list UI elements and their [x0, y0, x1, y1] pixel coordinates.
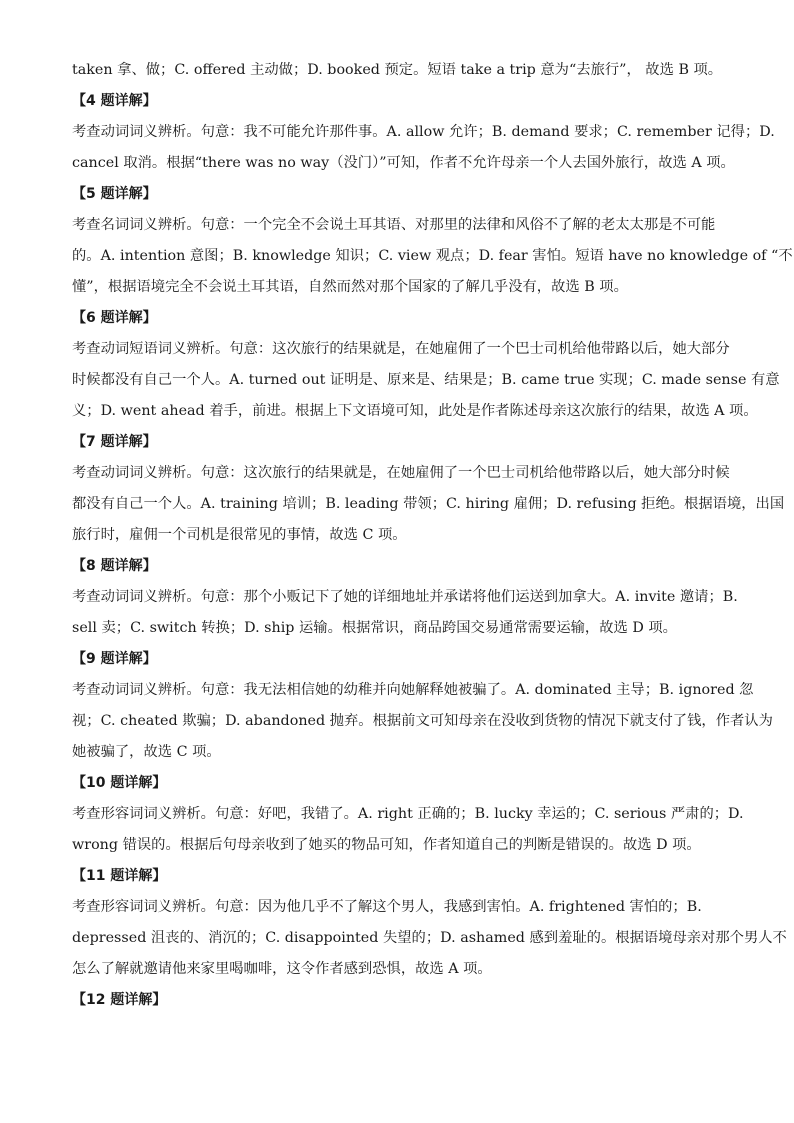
body-line: taken 拿、做；C. offered 主动做；D. booked 预定。短语 take a trip 意为“去旅行”， 故选 B 项。 — [72, 62, 723, 78]
body-line: 考查动词词义辨析。句意：我不可能允许那件事。A. allow 允许；B. demand 要求；C. remember 记得；D. — [72, 124, 775, 140]
body-line: 旅行时，雇佣一个司机是很常见的事情，故选 C 项。 — [72, 527, 407, 543]
body-line: 考查形容词词义辨析。句意：因为他几乎不了解这个男人，我感到害怕。A. frightened 害怕的；B. — [72, 899, 702, 915]
body-line: cancel 取消。根据“there was no way（没门）”可知，作者不允许母亲一个人去国外旅行，故选 A 项。 — [72, 155, 735, 171]
section-heading: 【5 题详解】 — [72, 186, 157, 202]
section-heading: 【10 题详解】 — [72, 775, 167, 791]
body-line: 考查形容词词义辨析。句意：好吧，我错了。A. right 正确的；B. lucky 幸运的；C. serious 严肃的；D. — [72, 806, 744, 822]
section-heading: 【11 题详解】 — [72, 868, 167, 884]
body-line: sell 卖；C. switch 转换；D. ship 运输。根据常识，商品跨国交易通常需要运输，故选 D 项。 — [72, 620, 677, 636]
body-line: 考查动词词义辨析。句意：那个小贩记下了她的详细地址并承诺将他们运送到加拿大。A. invite 邀请；B. — [72, 589, 738, 605]
body-line: 义；D. went ahead 着手，前进。根据上下文语境可知，此处是作者陈述母亲这次旅行的结果，故选 A 项。 — [72, 403, 758, 419]
body-line: 考查动词短语词义辨析。句意：这次旅行的结果就是，在她雇佣了一个巴士司机给他带路以后，她大部分 — [72, 341, 730, 357]
section-heading: 【6 题详解】 — [72, 310, 157, 326]
body-line: wrong 错误的。根据后句母亲收到了她买的物品可知，作者知道自己的判断是错误的。故选 D 项。 — [72, 837, 701, 853]
body-line: 时候都没有自己一个人。A. turned out 证明是、原来是、结果是；B. came true 实现；C. made sense 有意 — [72, 372, 780, 388]
body-line: 考查动词词义辨析。句意：这次旅行的结果就是，在她雇佣了一个巴士司机给他带路以后，她大部分时候 — [72, 465, 730, 481]
section-heading: 【7 题详解】 — [72, 434, 157, 450]
body-line: 她被骗了，故选 C 项。 — [72, 744, 221, 760]
body-line: 都没有自己一个人。A. training 培训；B. leading 带领；C. hiring 雇佣；D. refusing 拒绝。根据语境，出国 — [72, 496, 785, 512]
section-heading: 【8 题详解】 — [72, 558, 157, 574]
body-line: 怎么了解就邀请他来家里喝咖啡，这令作者感到恐惧，故选 A 项。 — [72, 961, 492, 977]
body-line: 考查动词词义辨析。句意：我无法相信她的幼稚并向她解释她被骗了。A. dominated 主导；B. ignored 忽 — [72, 682, 754, 698]
section-heading: 【12 题详解】 — [72, 992, 167, 1008]
body-line: 考查名词词义辨析。句意：一个完全不会说土耳其语、对那里的法律和风俗不了解的老太太那是不可能 — [72, 217, 716, 233]
body-line: 视；C. cheated 欺骗；D. abandoned 抛弃。根据前文可知母亲在没收到货物的情况下就支付了钱，作者认为 — [72, 713, 773, 729]
section-heading: 【9 题详解】 — [72, 651, 157, 667]
body-line: 懂”，根据语境完全不会说土耳其语，自然而然对那个国家的了解几乎没有，故选 B 项。 — [72, 279, 628, 295]
body-line: depressed 沮丧的、消沉的；C. disappointed 失望的；D. ashamed 感到羞耻的。根据语境母亲对那个男人不 — [72, 930, 787, 946]
body-line: 的。A. intention 意图；B. knowledge 知识；C. view 观点；D. fear 害怕。短语 have no knowledge of “不 — [72, 248, 793, 264]
section-heading: 【4 题详解】 — [72, 93, 157, 109]
